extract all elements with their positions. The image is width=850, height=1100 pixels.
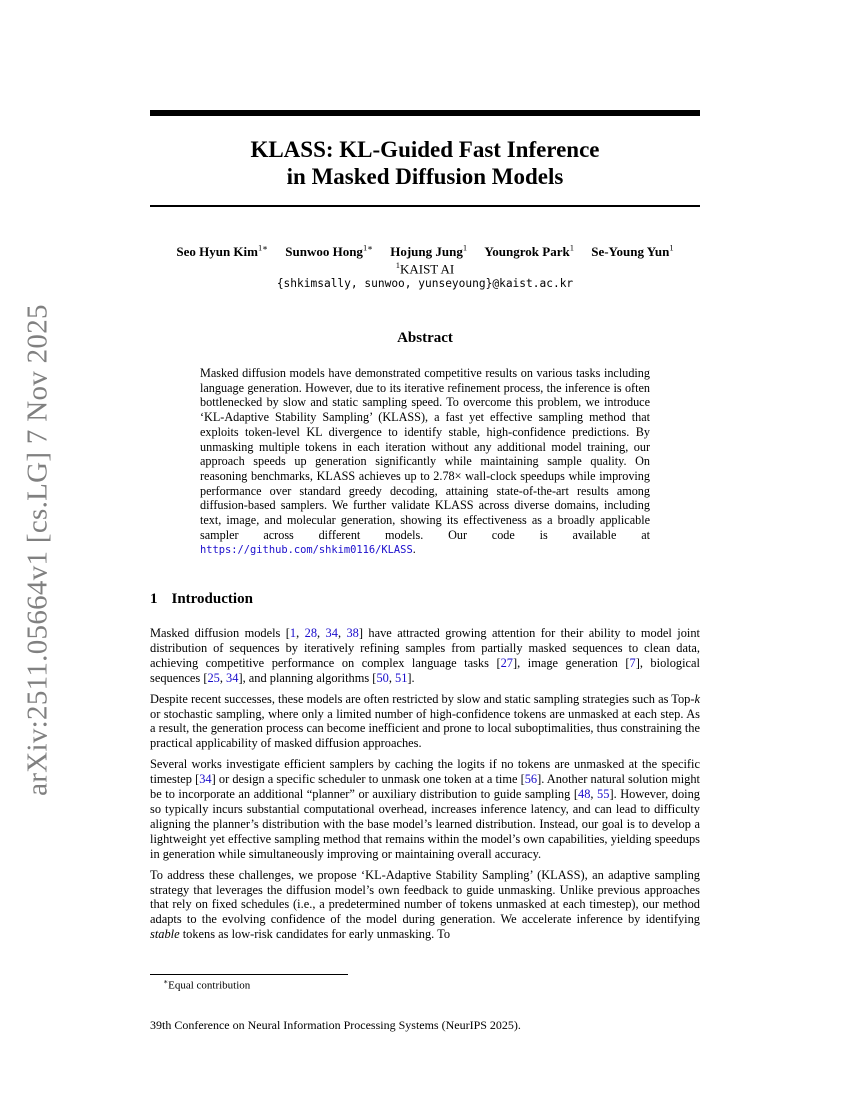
paragraph-text: ], image generation [: [513, 655, 630, 670]
affiliation: $^1$KAIST AI: [395, 260, 455, 277]
paper-title-line-2: in Masked Diffusion Models: [286, 164, 564, 189]
citation-link[interactable]: 50: [376, 670, 389, 685]
paragraph-text: ,: [296, 626, 305, 640]
paragraph-text: ]. Another natural solution might be to incorporate an additional “planner” or auxiliary distribution to guide sampling [: [150, 772, 700, 802]
footnote: ∗Equal contribution: [163, 977, 251, 992]
paragraph-text: Masked diffusion models [: [150, 626, 290, 640]
author: Youngrok Park$^1$: [484, 243, 574, 260]
author-list: [120, 243, 730, 260]
citation-link[interactable]: 34: [199, 772, 212, 787]
paragraph-text: ], biological sequences [: [150, 655, 700, 685]
paragraph: [150, 692, 700, 752]
abstract-body: Masked diffusion models have demonstrated competitive results on various tasks including language generation. However, due to its iterative refinement process, the inference is often bottlenecked by slow and static sampling speed. To overcome this problem, we introduce ‘KL-Adaptive Stability Sampling’ (KLASS), a fast yet effective sampling method that exploits token-level KL divergence to identify stable, high-confidence predictions. By unmasking multiple tokens in each iteration without any additional model training, our approach speeds up generation significantly while maintaining sample quality. On reasoning benchmarks, KLASS achieves up to 2.78× wall-clock speedups while improving performance over standard greedy decoding, attaining state-of-the-art results among diffusion-based samplers. We further validate KLASS across diverse domains, including text, image, and molecular generation, showing its effectiveness as a broadly applicable sampler across different models. Our code is available at https://github.com/shkim0116/KLASS.: [200, 366, 650, 557]
emphasis-text: stable: [150, 927, 180, 942]
citation-link[interactable]: 28: [304, 626, 318, 640]
abstract-heading: Abstract: [397, 330, 453, 346]
paragraph: [150, 626, 700, 686]
section-heading: 1 Introduction: [150, 591, 253, 607]
paragraph-text: Several works investigate efficient samplers by caching the logits if no tokens are unmasked at the specific timestep [: [150, 757, 700, 787]
paragraph: [150, 868, 700, 943]
author: Se-Young Yun$^1$: [591, 243, 674, 260]
citation-link[interactable]: 34: [226, 670, 239, 685]
citation-link[interactable]: 48: [578, 787, 591, 802]
conference-note: 39th Conference on Neural Information Processing Systems (NeurIPS 2025).: [150, 1018, 521, 1032]
author-email: {shkimsally, sunwoo, yunseyoung}@kaist.ac.kr: [276, 277, 574, 290]
paragraph-text: Despite recent successes, these models are often restricted by slow and static sampling strategies such as Top-: [150, 691, 695, 706]
citation-link[interactable]: 1: [289, 626, 297, 640]
arxiv-identifier: arXiv:2511.05664v1 [cs.LG] 7 Nov 2025: [21, 304, 54, 796]
citation-link[interactable]: 55: [597, 787, 610, 802]
title-rule-bottom: [150, 205, 700, 207]
citation-link[interactable]: 25: [207, 670, 220, 685]
paragraph-text: ].: [407, 670, 415, 685]
citation-link[interactable]: 38: [346, 626, 359, 640]
paragraph-text: or stochastic sampling, where only a limited number of high-confidence tokens are unmasked at each step. As a result, the generation process can become inefficient and prone to local suboptimalities, thus constraining the practical applicability of masked diffusion approaches.: [150, 706, 700, 751]
paper-title-line-1: KLASS: KL-Guided Fast Inference: [250, 137, 600, 162]
paragraph-text: ], and planning algorithms [: [238, 670, 377, 685]
citation-link[interactable]: 7: [629, 655, 636, 670]
author: Seo Hyun Kim$^{1∗}$: [176, 243, 269, 260]
footnote-rule: [150, 974, 348, 975]
paragraph-text: To address these challenges, we propose ‘KL-Adaptive Stability Sampling’ (KLASS), an adaptive sampling strategy that leverages the diffusion model’s own feedback to guide unmasking. Unlike previous approaches that rely on fixed schedules (i.e., a predetermined number of tokens unmasked at each timestep), our method adapts to the evolving confidence of the model during generation. We accelerate inference by identifying: [150, 867, 700, 927]
citation-link[interactable]: 34: [325, 626, 338, 640]
paragraph: [150, 757, 700, 861]
author: Hojung Jung$^1$: [390, 243, 468, 260]
author: Sunwoo Hong$^{1∗}$: [285, 243, 373, 260]
title-rule-top: [150, 110, 700, 116]
paragraph-text: ,: [388, 670, 396, 685]
paragraph-text: ] or design a specific scheduler to unmask one token at a time [: [211, 772, 525, 787]
code-link[interactable]: https://github.com/shkim0116/KLASS: [200, 544, 413, 557]
emphasis-text: k: [694, 691, 700, 706]
citation-link[interactable]: 27: [500, 655, 513, 670]
introduction-body: [150, 626, 700, 948]
paragraph-text: tokens as low-risk candidates for early unmasking. To: [179, 927, 451, 942]
paragraph-text: ,: [337, 626, 347, 640]
paragraph-text: ,: [219, 670, 227, 685]
paragraph-text: ,: [317, 626, 326, 640]
paragraph-text: ,: [590, 787, 598, 802]
paragraph-text: ]. However, doing so typically incurs substantial computational overhead, increases inference latency, and can lead to difficulty aligning the planner’s distribution with the base model’s learned distribution. Instead, our goal is to develop a lightweight yet effective sampling method that remains within the model’s own capabilities, yielding speedups in generation while simultaneously improving or maintaining overall accuracy.: [150, 787, 701, 861]
citation-link[interactable]: 51: [395, 670, 408, 685]
citation-link[interactable]: 56: [524, 772, 538, 787]
paragraph-text: ] have attracted growing attention for their ability to model joint distribution of sequences by iteratively refining samples from partially masked sequences to clean data, achieving competitive performance on complex language tasks [: [150, 626, 700, 670]
